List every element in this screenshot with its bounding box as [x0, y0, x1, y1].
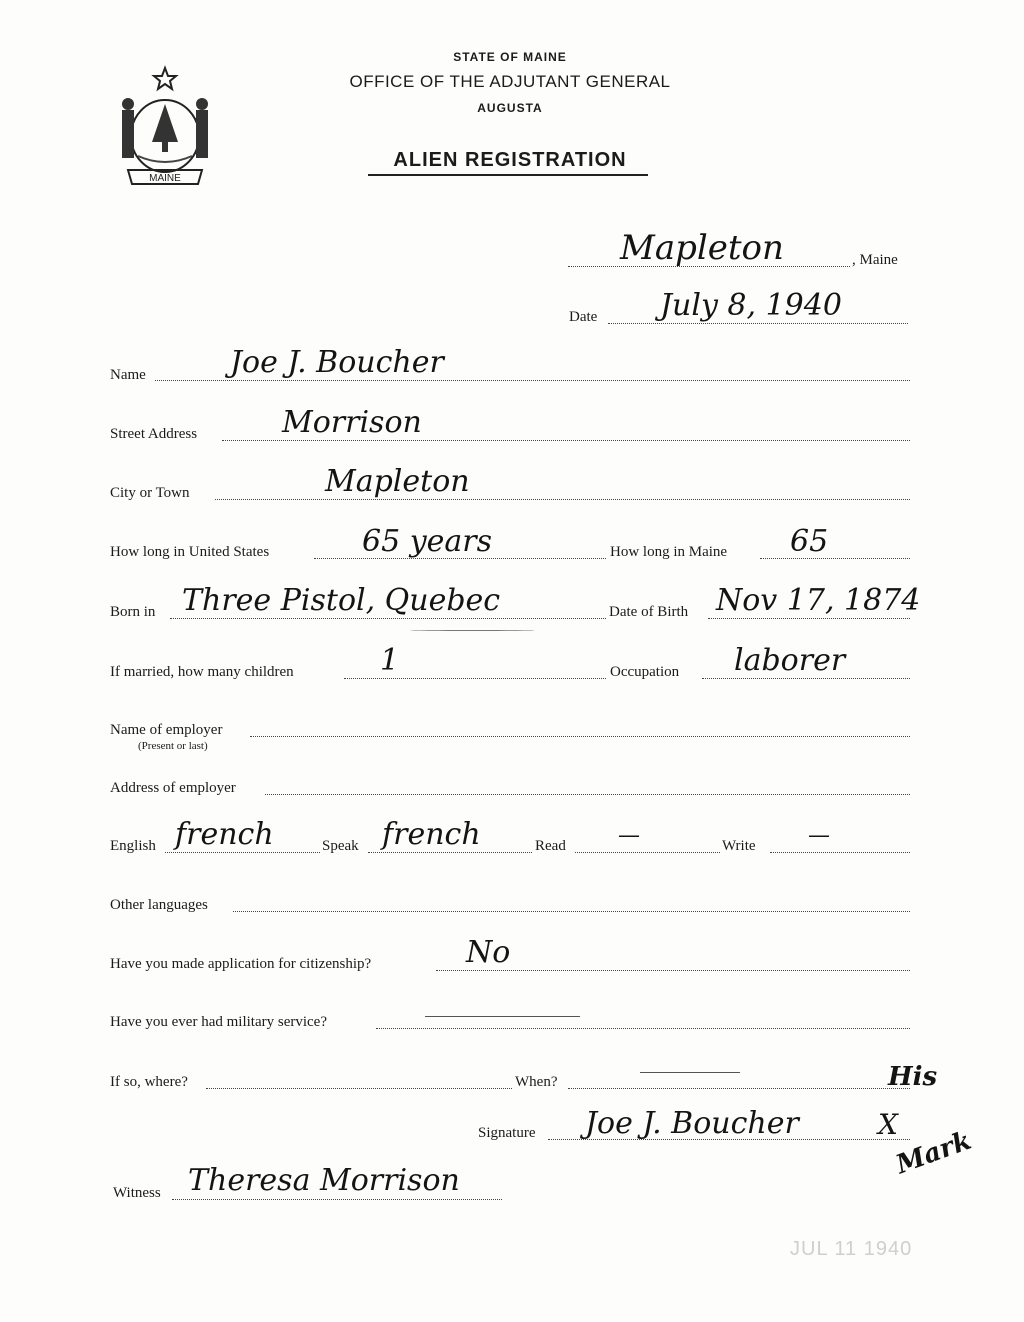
write-label: Write [722, 838, 756, 854]
employer-address-line [265, 794, 910, 795]
years-maine-value: 65 [790, 524, 829, 559]
employer-address-label: Address of employer [110, 780, 236, 796]
where-line [206, 1088, 512, 1089]
received-stamp: JUL 11 1940 [790, 1238, 913, 1260]
occupation-line [702, 678, 910, 679]
other-languages-label: Other languages [110, 897, 208, 913]
children-label: If married, how many children [110, 664, 294, 680]
name-label: Name [110, 367, 146, 383]
speak-value: french [382, 817, 481, 852]
born-in-value: Three Pistol, Quebec [182, 583, 501, 618]
other-languages-line [233, 911, 910, 912]
read-value: — [618, 823, 640, 848]
title-underline [368, 174, 648, 176]
when-dash-mark [640, 1072, 740, 1073]
citizenship-value: No [466, 935, 511, 970]
signature-label: Signature [478, 1125, 536, 1141]
dob-line [708, 618, 910, 619]
name-line [155, 380, 910, 381]
speak-label: Speak [322, 838, 359, 854]
dob-label: Date of Birth [609, 604, 689, 620]
years-maine-label: How long in Maine [610, 544, 728, 560]
english-line [165, 852, 320, 853]
street-address-line [222, 440, 910, 441]
years-maine-line [760, 558, 910, 559]
military-line [376, 1028, 910, 1029]
place-suffix: , Maine [852, 252, 898, 268]
witness-line [172, 1199, 502, 1200]
children-value: 1 [380, 643, 400, 678]
occupation-value: laborer [734, 643, 846, 678]
years-us-value: 65 years [362, 524, 493, 559]
signature-value: Joe J. Boucher [585, 1106, 799, 1141]
employer-name-sublabel: (Present or last) [138, 740, 208, 752]
citizenship-label: Have you made application for citizenship? [110, 956, 372, 972]
street-address-label: Street Address [110, 426, 198, 442]
when-label: When? [515, 1074, 558, 1090]
dob-value: Nov 17, 1874 [716, 583, 921, 618]
city-line [215, 499, 910, 500]
header-office: OFFICE OF THE ADJUTANT GENERAL [349, 72, 671, 91]
employer-name-label: Name of employer [110, 722, 223, 738]
english-label: English [110, 838, 156, 854]
form-title: ALIEN REGISTRATION [393, 149, 627, 171]
date-label: Date [569, 309, 598, 325]
write-value: — [808, 823, 830, 848]
when-line [568, 1088, 910, 1089]
citizenship-line [436, 970, 910, 971]
military-label: Have you ever had military service? [110, 1014, 327, 1030]
years-us-label: How long in United States [110, 544, 270, 560]
born-in-label: Born in [110, 604, 156, 620]
born-in-pencil-underline [410, 630, 535, 631]
name-value: Joe J. Boucher [230, 345, 444, 380]
place-value: Mapleton [620, 228, 784, 268]
read-label: Read [535, 838, 566, 854]
header-state: STATE OF MAINE [453, 50, 567, 64]
seal-banner-text: MAINE [149, 173, 181, 184]
street-address-value: Morrison [282, 405, 422, 440]
english-value: french [175, 817, 274, 852]
children-line [344, 678, 606, 679]
speak-line [368, 852, 532, 853]
signature-mark-word: Mark [892, 1125, 976, 1181]
date-value: July 8, 1940 [660, 288, 842, 323]
header-city: AUGUSTA [477, 101, 543, 115]
signature-mark-x: X [878, 1108, 898, 1141]
city-label: City or Town [110, 485, 190, 501]
date-line [608, 323, 908, 324]
witness-value: Theresa Morrison [188, 1163, 460, 1198]
military-dash-mark [425, 1016, 580, 1017]
occupation-label: Occupation [610, 664, 680, 680]
born-in-line [170, 618, 606, 619]
city-value: Mapleton [325, 464, 470, 499]
signature-mark-his: His [888, 1062, 938, 1092]
where-label: If so, where? [110, 1074, 188, 1090]
employer-name-line [250, 736, 910, 737]
read-line [575, 852, 720, 853]
witness-label: Witness [113, 1185, 161, 1201]
write-line [770, 852, 910, 853]
